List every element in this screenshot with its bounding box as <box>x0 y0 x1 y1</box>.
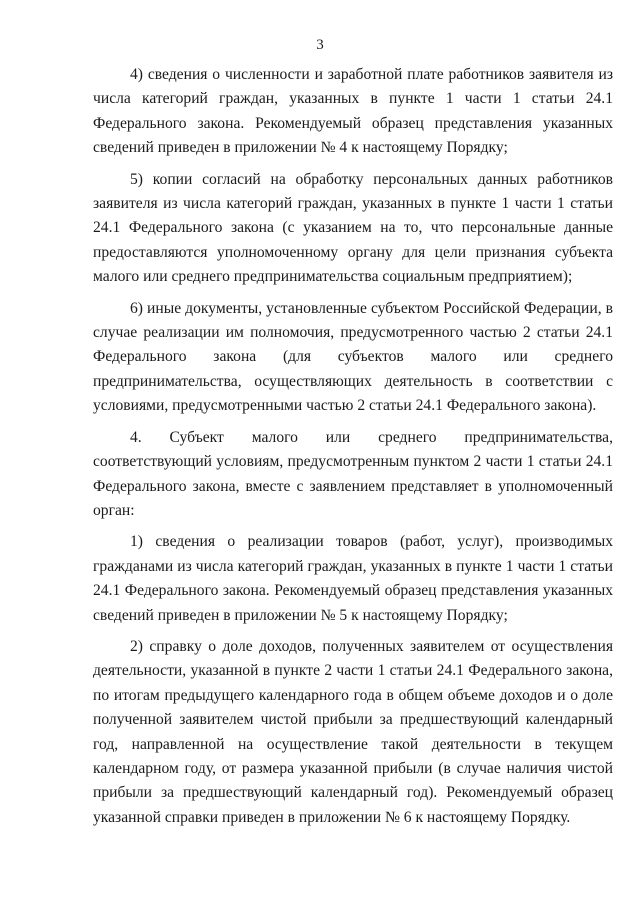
paragraph-item-4-employees: 4) сведения о численности и заработной плате работников заявителя из числа категорий граждан, указанных в пункте 1 части 1 статьи 24.1 Федерального закона. Рекомендуемый образец представления указанных сведений приведен в приложении № 4 к настоящему Порядку; <box>93 66 613 157</box>
paragraph-item-2-income-share: 2) справку о доле доходов, полученных заявителем от осуществления деятельности, указанной в пункте 2 части 1 статьи 24.1 Федерального закона, по итогам предыдущего календарного года в общем объеме доходов и о доле полученной заявителем чистой прибыли за предшествующий календарный год, направленной на осуществление такой деятельности в текущем календарном году, от размера указанной прибыли (в случае наличия чистой прибыли за предшествующий календарный год). Рекомендуемый образец указанной справки приведен в приложении № 6 к настоящему Порядку. <box>93 637 613 826</box>
paragraph-item-5-consents: 5) копии согласий на обработку персональных данных работников заявителя из числа категорий граждан, указанных в пункте 1 части 1 статьи 24.1 Федерального закона (с указанием на то, что персональные данные предоставляются уполномоченному органу для цели признания субъекта малого или среднего предпринимательства социальным предприятием); <box>93 170 613 286</box>
page-number: 3 <box>316 37 324 53</box>
document-body <box>93 63 613 830</box>
paragraph-item-1-sales: 1) сведения о реализации товаров (работ, услуг), производимых гражданами из числа категорий граждан, указанных в пункте 1 части 1 статьи 24.1 Федерального закона. Рекомендуемый образец представления указанных сведений приведен в приложении № 5 к настоящему Порядку; <box>93 533 613 624</box>
paragraph-section-4: 4. Субъект малого или среднего предпринимательства, соответствующий условиям, предусмотренным пунктом 2 части 1 статьи 24.1 Федерального закона, вместе с заявлением представляет в уполномоченный орган: <box>93 428 613 519</box>
paragraph-item-6-other-documents: 6) иные документы, установленные субъектом Российской Федерации, в случае реализации им полномочия, предусмотренного частью 2 статьи 24.1 Федерального закона (для субъектов малого или среднего предпринимательства, осуществляющих деятельность в соответствии с условиями, предусмотренными частью 2 статьи 24.1 Федерального закона). <box>93 299 613 415</box>
